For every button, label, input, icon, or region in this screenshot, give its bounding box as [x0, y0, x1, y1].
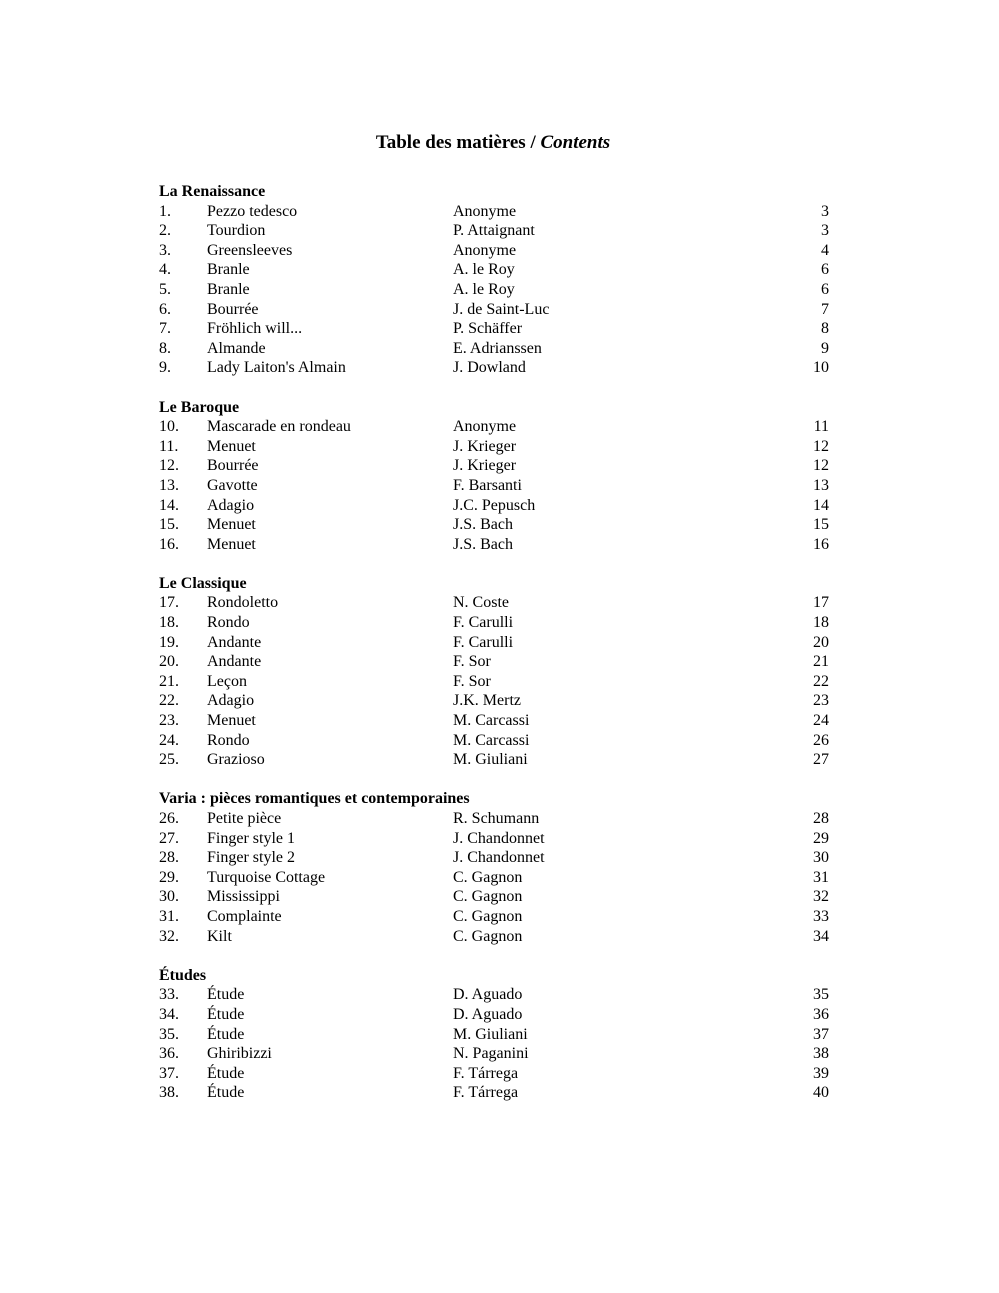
entry-page-number: 40	[813, 1084, 829, 1102]
toc-entry	[159, 750, 829, 770]
entry-number: 21.	[159, 672, 179, 690]
entry-number: 33.	[159, 986, 179, 1004]
toc-section	[159, 966, 829, 1103]
toc-entry	[159, 985, 829, 1005]
entry-page-number: 15	[813, 516, 829, 534]
entry-number: 29.	[159, 868, 179, 886]
entry-page-number: 23	[813, 692, 829, 710]
entry-title: Étude	[207, 986, 245, 1004]
entry-composer: Anonyme	[453, 418, 517, 436]
entry-page-number: 29	[813, 829, 829, 847]
entry-title: Andante	[207, 633, 262, 651]
entry-number: 35.	[159, 1025, 179, 1043]
toc-entry	[159, 437, 829, 457]
entry-title: Leçon	[207, 672, 247, 690]
entry-number: 27.	[159, 829, 179, 847]
entry-title: Grazioso	[207, 751, 265, 769]
entry-number: 17.	[159, 594, 179, 612]
toc-entry	[159, 456, 829, 476]
entry-page-number: 13	[813, 476, 829, 494]
entry-composer: M. Giuliani	[453, 1025, 528, 1043]
entry-title: Menuet	[207, 712, 256, 730]
entry-composer: J. Krieger	[453, 457, 517, 475]
entry-composer: N. Coste	[453, 594, 509, 612]
entry-title: Menuet	[207, 516, 256, 534]
entry-page-number: 38	[813, 1045, 829, 1063]
entry-title: Turquoise Cottage	[207, 868, 326, 886]
toc-entry	[159, 496, 829, 516]
entry-composer: D. Aguado	[453, 1005, 523, 1023]
entry-page-number: 3	[821, 222, 829, 240]
entry-number: 32.	[159, 927, 179, 945]
entry-composer: Anonyme	[453, 241, 517, 259]
toc-entry	[159, 809, 829, 829]
entry-number: 14.	[159, 496, 179, 514]
entry-page-number: 12	[813, 437, 829, 455]
entry-title: Menuet	[207, 437, 256, 455]
page-title	[0, 131, 986, 155]
entry-composer: F. Tárrega	[453, 1064, 519, 1082]
entry-composer: J.C. Pepusch	[453, 496, 536, 514]
entry-number: 7.	[159, 320, 171, 338]
entry-composer: C. Gagnon	[453, 888, 523, 906]
entry-title: Greensleeves	[207, 241, 293, 259]
entry-number: 37.	[159, 1064, 179, 1082]
entry-number: 26.	[159, 810, 179, 827]
entry-page-number: 7	[821, 300, 829, 318]
toc-entry	[159, 1044, 829, 1064]
entry-title: Rondo	[207, 614, 250, 632]
entry-page-number: 30	[813, 849, 829, 867]
toc-entry	[159, 927, 829, 947]
page-title-english: Contents	[540, 132, 611, 153]
entry-page-number: 28	[813, 810, 829, 827]
entry-composer: J. Dowland	[453, 359, 526, 377]
entry-number: 28.	[159, 849, 179, 867]
entry-number: 3.	[159, 241, 171, 259]
entry-number: 31.	[159, 907, 179, 925]
section-heading: Études	[159, 966, 207, 984]
entry-title: Complainte	[207, 907, 282, 925]
toc-entry	[159, 672, 829, 692]
entry-title: Étude	[207, 1025, 245, 1043]
entry-page-number: 6	[821, 261, 829, 279]
entry-number: 4.	[159, 261, 171, 279]
toc-entry	[159, 1005, 829, 1025]
entry-composer: R. Schumann	[453, 810, 540, 827]
entry-number: 16.	[159, 535, 179, 553]
toc-entry	[159, 711, 829, 731]
entry-title: Gavotte	[207, 476, 258, 494]
entry-number: 8.	[159, 339, 171, 357]
entry-title: Andante	[207, 653, 262, 671]
entry-page-number: 31	[813, 868, 829, 886]
toc-section	[159, 398, 829, 555]
entry-number: 19.	[159, 633, 179, 651]
entry-page-number: 4	[821, 241, 829, 259]
entry-title: Branle	[207, 261, 250, 279]
entry-number: 1.	[159, 202, 171, 220]
entry-title: Adagio	[207, 692, 255, 710]
entry-title: Fröhlich will...	[207, 320, 303, 338]
toc-entry	[159, 319, 829, 339]
toc-entry	[159, 731, 829, 751]
entry-composer: D. Aguado	[453, 986, 523, 1004]
entry-page-number: 21	[813, 653, 829, 671]
entry-number: 30.	[159, 888, 179, 906]
entry-composer: M. Carcassi	[453, 712, 530, 730]
entry-page-number: 10	[813, 359, 829, 377]
entry-title: Bourrée	[207, 300, 259, 318]
section-heading: Le Classique	[159, 574, 247, 592]
entry-page-number: 8	[821, 320, 829, 338]
toc-entry	[159, 221, 829, 241]
entry-number: 12.	[159, 457, 179, 475]
entry-title: Kilt	[207, 927, 232, 945]
entry-number: 2.	[159, 222, 171, 240]
entry-title: Étude	[207, 1084, 245, 1102]
entry-composer: N. Paganini	[453, 1045, 529, 1063]
entry-page-number: 20	[813, 633, 829, 651]
entry-page-number: 32	[813, 888, 829, 906]
toc-entry	[159, 260, 829, 280]
entry-title: Pezzo tedesco	[207, 202, 298, 220]
entry-page-number: 34	[813, 927, 829, 945]
entry-number: 6.	[159, 300, 171, 318]
entry-composer: M. Carcassi	[453, 731, 530, 749]
entry-composer: C. Gagnon	[453, 868, 523, 886]
entry-composer: M. Giuliani	[453, 751, 528, 769]
toc-entry	[159, 241, 829, 261]
entry-page-number: 11	[813, 418, 829, 436]
entry-composer: F. Sor	[453, 653, 491, 671]
entry-composer: J. Chandonnet	[453, 849, 545, 867]
entry-number: 18.	[159, 614, 179, 632]
entry-composer: P. Schäffer	[453, 320, 523, 338]
entry-page-number: 18	[813, 614, 829, 632]
entry-page-number: 9	[821, 339, 829, 357]
entry-number: 9.	[159, 359, 171, 377]
entry-page-number: 16	[813, 535, 829, 553]
entry-number: 23.	[159, 712, 179, 730]
toc-entry	[159, 691, 829, 711]
toc-entry	[159, 652, 829, 672]
page-title-french: Table des matières /	[375, 132, 536, 153]
section-heading: Le Baroque	[159, 398, 240, 416]
toc-entry	[159, 358, 829, 378]
entry-composer: P. Attaignant	[453, 222, 535, 240]
entry-composer: J.S. Bach	[453, 535, 513, 553]
entry-page-number: 35	[813, 986, 829, 1004]
entry-title: Adagio	[207, 496, 255, 514]
entry-composer: J. de Saint-Luc	[453, 300, 550, 318]
entry-title: Étude	[207, 1005, 245, 1023]
section-heading: Varia : pièces romantiques et contemporaines	[159, 790, 470, 808]
entry-composer: A. le Roy	[453, 280, 515, 298]
toc-entry	[159, 829, 829, 849]
toc-entry	[159, 476, 829, 496]
toc-entry	[159, 535, 829, 555]
entry-title: Rondoletto	[207, 594, 279, 612]
entry-composer: J. Chandonnet	[453, 829, 545, 847]
toc-entry	[159, 300, 829, 320]
toc-entry	[159, 848, 829, 868]
entry-composer: J.K. Mertz	[453, 692, 521, 710]
entry-title: Mascarade en rondeau	[207, 418, 351, 436]
entry-title: Bourrée	[207, 457, 259, 475]
entry-composer: E. Adrianssen	[453, 339, 542, 357]
entry-composer: A. le Roy	[453, 261, 515, 279]
toc-entry	[159, 1025, 829, 1045]
entry-number: 22.	[159, 692, 179, 710]
entry-composer: J. Krieger	[453, 437, 517, 455]
toc-entry	[159, 868, 829, 888]
entry-composer: F. Carulli	[453, 614, 514, 632]
entry-number: 36.	[159, 1045, 179, 1063]
entry-number: 20.	[159, 653, 179, 671]
entry-title: Lady Laiton's Almain	[207, 359, 346, 377]
toc-entry	[159, 339, 829, 359]
entry-page-number: 3	[821, 202, 829, 220]
toc-entry	[159, 613, 829, 633]
toc-entry	[159, 887, 829, 907]
entry-page-number: 37	[813, 1025, 829, 1043]
entry-composer: F. Carulli	[453, 633, 514, 651]
entry-composer: Anonyme	[453, 202, 517, 220]
toc-entry	[159, 907, 829, 927]
entry-page-number: 17	[813, 594, 829, 612]
entry-number: 15.	[159, 516, 179, 534]
entry-number: 38.	[159, 1084, 179, 1102]
toc-entry	[159, 515, 829, 535]
toc-entry	[159, 633, 829, 653]
entry-number: 5.	[159, 280, 171, 298]
entry-page-number: 24	[813, 712, 829, 730]
entry-title: Finger style 2	[207, 849, 295, 867]
entry-page-number: 26	[813, 731, 829, 749]
toc-entry	[159, 280, 829, 300]
entry-page-number: 33	[813, 907, 829, 925]
toc-section	[159, 789, 829, 946]
entry-title: Ghiribizzi	[207, 1045, 272, 1063]
entry-composer: F. Barsanti	[453, 476, 522, 494]
entry-composer: F. Tárrega	[453, 1084, 519, 1102]
toc-section	[159, 574, 829, 770]
entry-page-number: 39	[813, 1064, 829, 1082]
entry-title: Tourdion	[207, 222, 266, 240]
entry-page-number: 36	[813, 1005, 829, 1023]
entry-number: 10.	[159, 418, 179, 436]
entry-number: 24.	[159, 731, 179, 749]
entry-title: Menuet	[207, 535, 256, 553]
toc-entry	[159, 1083, 829, 1103]
toc-entry	[159, 593, 829, 613]
entry-composer: C. Gagnon	[453, 927, 523, 945]
entry-page-number: 12	[813, 457, 829, 475]
entry-title: Branle	[207, 280, 250, 298]
entry-title: Étude	[207, 1064, 245, 1082]
entry-page-number: 6	[821, 280, 829, 298]
entry-title: Mississippi	[207, 888, 280, 906]
entry-title: Rondo	[207, 731, 250, 749]
entry-composer: F. Sor	[453, 672, 491, 690]
entry-number: 13.	[159, 476, 179, 494]
entry-title: Almande	[207, 339, 266, 357]
entry-number: 34.	[159, 1005, 179, 1023]
toc-entry	[159, 1064, 829, 1084]
entry-title: Finger style 1	[207, 829, 295, 847]
toc-section	[159, 182, 829, 378]
entry-number: 25.	[159, 751, 179, 769]
entry-number: 11.	[159, 437, 179, 455]
entry-title: Petite pièce	[207, 810, 282, 827]
toc-entry	[159, 202, 829, 222]
toc-entry	[159, 417, 829, 437]
entry-composer: C. Gagnon	[453, 907, 523, 925]
entry-page-number: 22	[813, 672, 829, 690]
entry-composer: J.S. Bach	[453, 516, 513, 534]
entry-page-number: 14	[813, 496, 829, 514]
section-heading: La Renaissance	[159, 183, 266, 200]
entry-page-number: 27	[813, 751, 829, 769]
table-of-contents	[159, 182, 829, 1123]
